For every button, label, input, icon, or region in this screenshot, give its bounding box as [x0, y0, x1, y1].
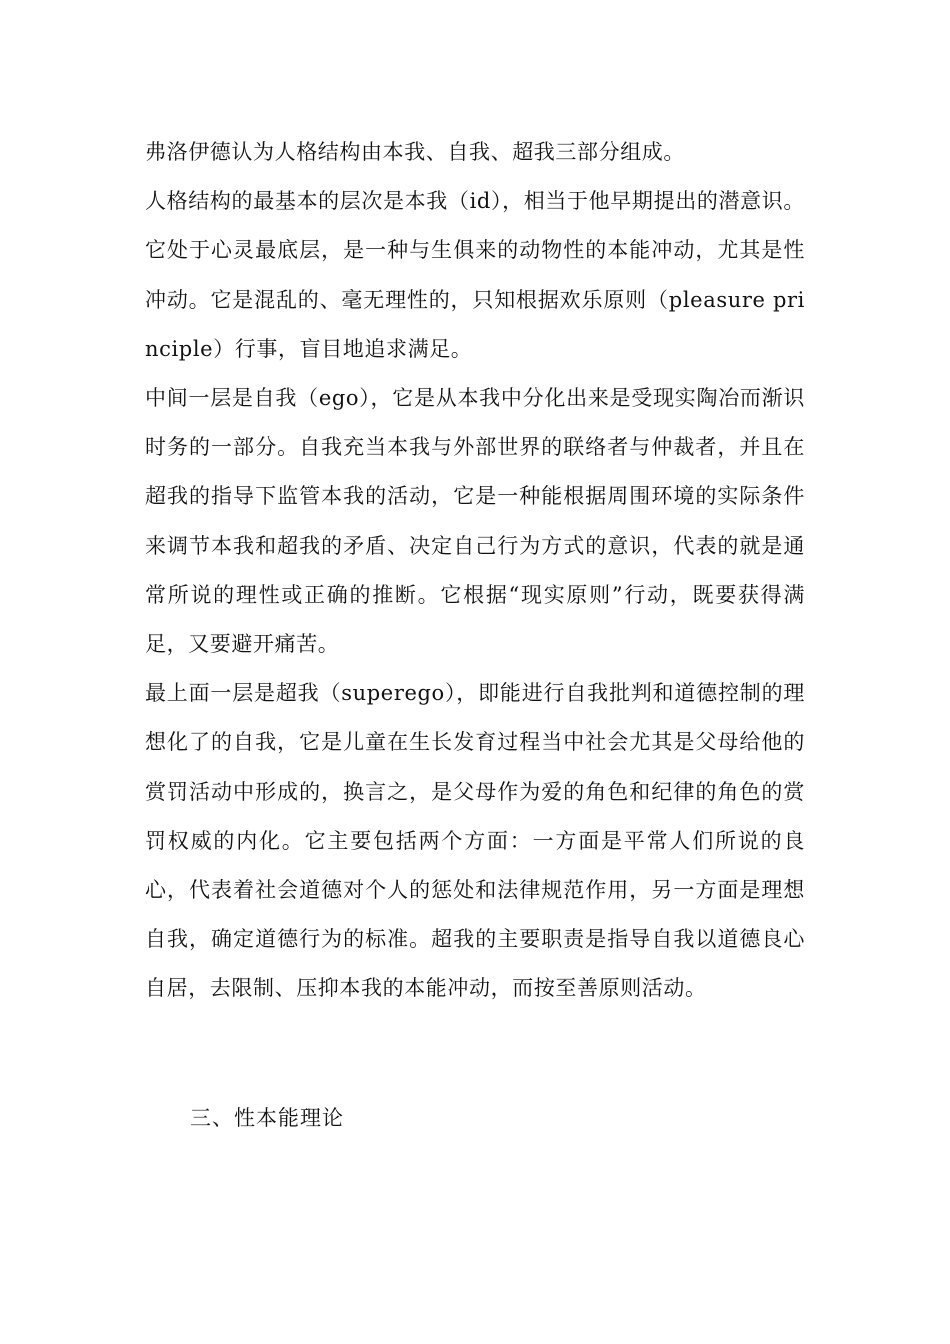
- paragraph-ego: 中间一层是自我（ego），它是从本我中分化出来是受现实陶冶而渐识时务的一部分。自我充当本我与外部世界的联络者与仲裁者，并且在超我的指导下监管本我的活动，它是一种能根据周围环境的实际条件来调节本我和超我的矛盾、决定自己行为方式的意识，代表的就是通常所说的理性或正确的推断。它根据“现实原则”行动，既要获得满足，又要避开痛苦。: [145, 386, 805, 657]
- paragraph-superego: 最上面一层是超我（superego），即能进行自我批判和道德控制的理想化了的自我，它是儿童在生长发育过程当中社会尤其是父母给他的赏罚活动中形成的，换言之，是父母作为爱的角色和纪律的角色的赏罚权威的内化。它主要包括两个方面：一方面是平常人们所说的良心，代表着社会道德对个人的惩处和法律规范作用，另一方面是理想自我，确定道德行为的标准。超我的主要职责是指导自我以道德良心自居，去限制、压抑本我的本能冲动，而按至善原则活动。: [145, 681, 805, 1001]
- paragraph-id: 人格结构的最基本的层次是本我（id），相当于他早期提出的潜意识。它处于心灵最底层，是一种与生俱来的动物性的本能冲动，尤其是性冲动。它是混乱的、毫无理性的，只知根据欢乐原则（pleasure principle）行事，盲目地追求满足。: [145, 189, 805, 361]
- document-body: [145, 128, 805, 1014]
- section-heading: 三、性本能理论: [190, 1106, 344, 1130]
- paragraph-intro: 弗洛伊德认为人格结构由本我、自我、超我三部分组成。: [145, 140, 685, 164]
